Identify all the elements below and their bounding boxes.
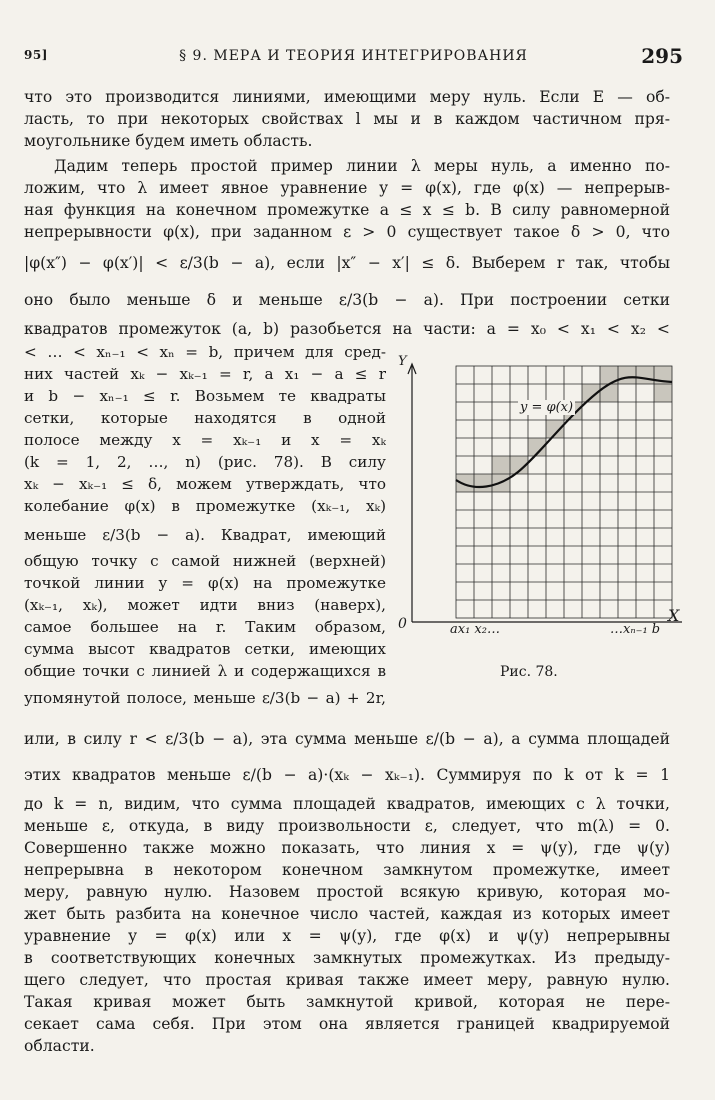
text-line: Такая кривая может быть замкнутой кривой, которая не пере- — [24, 993, 670, 1011]
text-line: меру, равную нулю. Назовем простой всякую кривую, которая мо- — [24, 883, 670, 901]
tick-label-left: ax₁ x₂… — [450, 622, 500, 637]
text-line: непрерывна в некотором конечном замкнутом промежутке, имеет — [24, 861, 670, 879]
text-line: и b − xₙ₋₁ ≤ r. Возьмем те квадраты — [24, 387, 386, 405]
running-title: § 9. МЕРА И ТЕОРИЯ ИНТЕГРИРОВАНИЯ — [179, 48, 528, 64]
text-line: до k = n, видим, что сумма площадей квадратов, имеющих с λ точки, — [24, 795, 670, 813]
text-line: них частей xₖ − xₖ₋₁ = r, а x₁ − a ≤ r — [24, 365, 386, 383]
text-line: сумма высот квадратов сетки, имеющих — [24, 640, 386, 658]
text-line: |φ(x″) − φ(x′)| < ε/3(b − a), если |x″ − x′| ≤ δ. Выберем r так, чтобы — [24, 254, 670, 272]
text-line: квадратов промежуток (a, b) разобьется на части: a = x₀ < x₁ < x₂ < — [24, 320, 670, 338]
text-line: секает сама себя. При этом она является границей квадрируемой — [24, 1015, 670, 1033]
running-header — [24, 44, 683, 70]
x-axis-label: X — [668, 606, 680, 625]
text-line: < … < xₙ₋₁ < xₙ = b, причем для сред- — [24, 343, 386, 361]
text-line: ная функция на конечном промежутке a ≤ x ≤ b. В силу равномерной — [24, 201, 670, 219]
text-line: ласть, то при некоторых свойствах l мы и в каждом частичном пря- — [24, 110, 670, 128]
text-line: колебание φ(x) в промежутке (xₖ₋₁, xₖ) — [24, 497, 386, 515]
text-line: (xₖ₋₁, xₖ), может идти вниз (наверх), — [24, 596, 386, 614]
curve-label: y = φ(x) — [520, 400, 574, 415]
tick-label-right: …xₙ₋₁ b — [610, 622, 661, 637]
section-number: 95] — [24, 48, 48, 62]
text-line: уравнение y = φ(x) или x = ψ(y), где φ(x) и ψ(y) непрерывны — [24, 927, 670, 945]
text-line: непрерывности φ(x), при заданном ε > 0 существует такое δ > 0, что — [24, 223, 670, 241]
figure-caption: Рис. 78. — [500, 664, 558, 680]
text-line: общую точку с самой нижней (верхней) — [24, 552, 386, 570]
text-line: области. — [24, 1037, 95, 1055]
y-axis-label: Y — [398, 354, 407, 369]
text-line: моугольнике будем иметь область. — [24, 132, 313, 150]
text-line: меньше ε, откуда, в виду произвольности ε, следует, что m(λ) = 0. — [24, 817, 670, 835]
text-line: (k = 1, 2, …, n) (рис. 78). В силу — [24, 453, 386, 471]
text-line: точкой линии y = φ(x) на промежутке — [24, 574, 386, 592]
text-line: или, в силу r < ε/3(b − a), эта сумма меньше ε/(b − a), а сумма площадей — [24, 730, 670, 748]
origin-label: 0 — [398, 616, 407, 632]
text-line: xₖ − xₖ₋₁ ≤ δ, можем утверждать, что — [24, 475, 386, 493]
text-line: сетки, которые находятся в одной — [24, 409, 386, 427]
text-line: Совершенно также можно показать, что линия x = ψ(y), где ψ(y) — [24, 839, 670, 857]
grid-diagram — [398, 354, 682, 654]
text-line: упомянутой полосе, меньше ε/3(b − a) + 2r, — [24, 689, 386, 707]
text-line: в соответствующих конечных замкнутых промежутках. Из предыду- — [24, 949, 670, 967]
text-line: оно было меньше δ и меньше ε/3(b − a). При построении сетки — [24, 291, 670, 309]
text-line: общие точки с линией λ и содержащихся в — [24, 662, 386, 680]
text-line: щего следует, что простая кривая также имеет меру, равную нулю. — [24, 971, 670, 989]
text-line: ложим, что λ имеет явное уравнение y = φ(x), где φ(x) — непрерыв- — [24, 179, 670, 197]
figure-78 — [398, 354, 682, 684]
text-line: жет быть разбита на конечное число частей, каждая из которых имеет — [24, 905, 670, 923]
text-line: самое большее на r. Таким образом, — [24, 618, 386, 636]
text-line: этих квадратов меньше ε/(b − a)·(xₖ − xₖ₋₁). Суммируя по k от k = 1 — [24, 766, 670, 784]
text-line: меньше ε/3(b − a). Квадрат, имеющий — [24, 526, 386, 544]
text-line: Дадим теперь простой пример линии λ меры нуль, а именно по- — [54, 157, 670, 175]
page-number: 295 — [641, 44, 683, 68]
text-line: полосе между x = xₖ₋₁ и x = xₖ — [24, 431, 386, 449]
text-line: что это производится линиями, имеющими меру нуль. Если E — об- — [24, 88, 670, 106]
